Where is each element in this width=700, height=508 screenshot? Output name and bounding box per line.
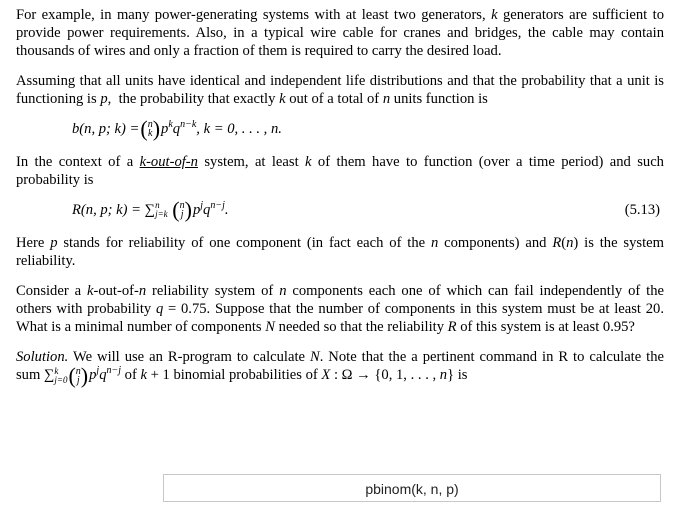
reliability-formula xyxy=(16,195,664,225)
paragraph-intro: For example, in many power-generating systems with at least two generators, k generators are sufficient to provide power requirements. Also, in a typical wire cable for cranes and bridges, the cable may contain thousands of wires and only a fraction of them is required to carry the desired load. xyxy=(16,7,664,59)
paragraph-definitions: Here p stands for reliability of one component (in fact each of the n components) and R(n) is the system reliability. xyxy=(16,235,664,269)
paragraph-context: In the context of a k-out-of-n system, at least k of them have to function (over a time period) and such probability is xyxy=(16,154,664,188)
r-command-box: pbinom(k, n, p) xyxy=(163,474,661,502)
binomial-lhs: b(n, p; k) = xyxy=(72,121,140,137)
equation-number: (5.13) xyxy=(624,202,660,218)
paragraph-solution: Solution. We will use an R-program to calculate N. Note that the a pertinent command in R to calculate the sum ∑k j=0(n $j)p^jq^{n-j}$ of k + 1 binomial probabilities of X : Ω → {0, 1, . . . , n} is xyxy=(16,349,665,388)
reliability-binomial: (n j) xyxy=(172,197,192,223)
binomial-formula xyxy=(16,114,664,144)
reliability-terms: $p^jq^{n-j}$. xyxy=(192,199,229,218)
paragraph-assumption: Assuming that all units have identical and independent life distributions and that the probability that a unit is functioning is p, the probability that exactly k out of a total of n units function is xyxy=(16,73,664,107)
binomial-coefficient: (n k) xyxy=(140,116,161,141)
binomial-tail: , k = 0, . . . , n. xyxy=(196,121,282,137)
document-page xyxy=(16,6,665,388)
binomial-rhs: $p^kq^{n-k}$ xyxy=(161,119,197,137)
solution-label: Solution. xyxy=(16,349,69,365)
paragraph-problem: Consider a k-out-of-n reliability system of n components each one of which can fail independently of the others with probability q = 0.75. Suppose that the number of components in this system must be at least 20. What is a minimal number of components N needed so that the reliability R of this system is at least 0.95? xyxy=(16,283,664,335)
reliability-lhs: R(n, p; k) = xyxy=(72,201,145,218)
sum-symbol: ∑ xyxy=(144,201,156,218)
inline-sum: ∑k j=0(n $j)p^jq^{n-j}$ xyxy=(43,362,122,388)
reliability-expression xyxy=(72,197,229,223)
sum-limits: n j=k xyxy=(155,200,168,220)
